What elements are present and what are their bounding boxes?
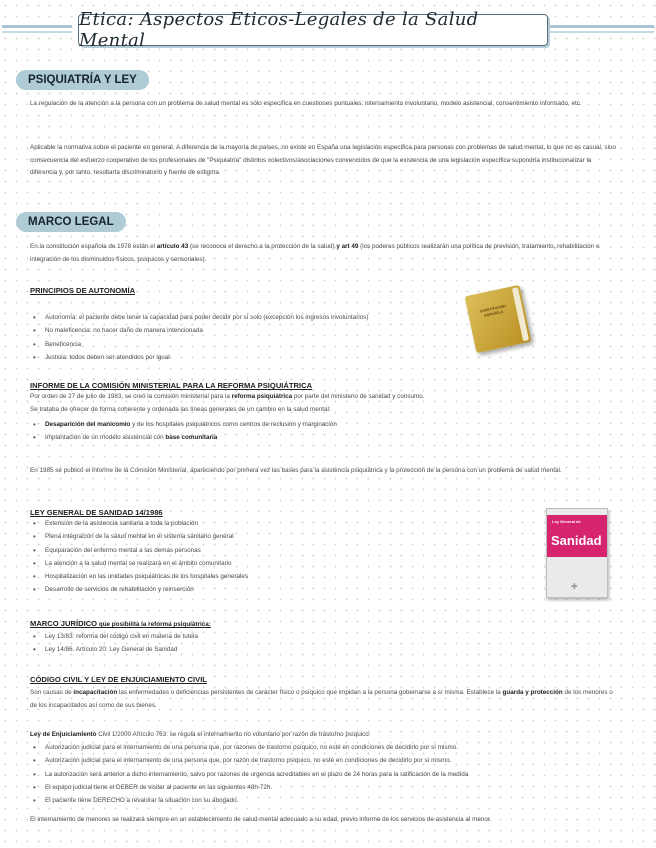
paragraph-informe-2: Se trataba de ofrecer de forma coherente y ordenada las líneas generales de un cambio en la salud mental: [30,406,331,413]
list-item: • La autorización será anterior a dicho internamiento, salvo por razones de urgencia acreditables en el plazo de 24 horas para la ratificación de la medida [30,768,630,781]
list-item: • Autorización judicial para el internamiento de una persona que, por razones de trastorno psíquico, no esté en condiciones de decidirlo por sí mismo. [30,741,630,754]
list-item: • No maleficencia: no hacer daño de manera intencionada [30,324,460,337]
list-item: • Autorización judicial para el internamiento de una persona que, por razón de trastorno psíquico, no esté en condiciones de decidirlo por sí mismo. [30,754,630,767]
list-item: • Equiparación del enfermo mental a las demás personas [30,544,530,557]
list-item: • Implantación de un modelo asistencial con base comunitaria [30,431,630,444]
title-box [78,9,548,51]
list-item: • Justicia: todos deben ser atendidos por igual [30,351,460,364]
page-title: Etica: Aspectos Eticos-Legales de la Salud Mental [79,9,479,51]
book-logo-icon: ✚ [571,582,578,591]
list-item: • Desaparición del manicomio y de los hospitales psiquiátricos como centros de reclusión y marginación [30,418,630,431]
subheading-ley-general: LEY GENERAL DE SANIDAD 14/1986 [30,508,163,517]
title-rule-left [2,25,72,28]
list-item: • La atención a la salud mental se realizará en el ámbito comunitario [30,557,530,570]
book-subtitle: Ley General de [552,519,581,524]
list-autonomia [30,311,460,364]
subheading-marco-juridico: MARCO JURÍDICO que posibilita la reforma psiquiátrica: [30,619,211,628]
list-item: • El equipo judicial tiene el DEBER de visitar al paciente en las siguientes 48h-72h. [30,781,630,794]
list-item: • Autonomía: el paciente debe tener la capacidad para poder decidir por sí solo (excepción los ingresos involuntarios) [30,311,460,324]
list-marco-juridico [30,630,630,657]
list-item: • Beneficencia [30,338,460,351]
list-informe [30,418,630,445]
constitution-book-image [465,285,532,353]
list-item: • Extensión de la asistencia sanitaria a toda la población [30,517,530,530]
list-item: • Desarrollo de servicios de rehabilitación y reinserción [30,583,530,596]
subheading-autonomia: PRINCIPIOS DE AUTONOMÍA [30,286,136,295]
paragraph-psiquiatria-1: La regulación de la atención a la persona con un problema de salud mental es sólo específica en cuestiones puntuales: internamiento involuntario, modelo asistencial, consentimiento informado, etc. [30,100,582,107]
title-rule-right [546,25,654,28]
paragraph-psiquiatria-2: Aplicable la normativa sobre el paciente en general. A diferencia de la mayoría de países, no existe en España una legislación específica para personas con problemas de salud mental, lo que no es casual, sino consecuencia del esfuerzo cooperativo de los profesionales de "Psiquiatría" distintos colectivos/asociaciones convencidos de que la existencia de una legislación específica supondría institucionalizar la diferencia y, por tanto, resultaría discriminatorio y fuente de estigma. [30,144,616,176]
book-label: CONSTITUCIÓN ESPAÑOLA [479,304,507,318]
list-item: • El paciente tiene DERECHO a revalorar la situación con su abogado. [30,794,630,807]
paragraph-codigo-civil-3: El internamiento de menores se realizará siempre en un establecimiento de salud mental adecuado a su edad, previo informe de los servicios de asistencia al menor. [30,816,492,823]
paragraph-constitucion: En la constitución española de 1978 están el artículo 43 (se reconoce el derecho a la protección de la salud) y art 49 (los poderes públicos realizarán una política de previsión, tratamiento, rehabilitación e integración de los disminuidos físicos, psíquicos y sensoriales). [30,243,600,263]
list-item: • Plena integración de la salud mental en el sistema sanitario general [30,530,530,543]
ley-sanidad-book-image [546,508,608,598]
list-item: • Ley 13/83: reforma del código civil en materia de tutela [30,630,630,643]
list-item: • Hospitalización en las unidades psiquiátricas de los hospitales generales [30,570,530,583]
subheading-codigo-civil: CÓDIGO CIVIL Y LEY DE ENJUICIAMIENTO CIVIL [30,675,207,684]
subheading-informe: INFORME DE LA COMISIÓN MINISTERIAL PARA LA REFORMA PSIQUIÁTRICA [30,381,313,390]
paragraph-informe-1: Por orden de 27 de julio de 1983, se creó la comisión ministerial para la reforma psiquiátrica por parte del ministerio de sanidad y consumo. [30,393,425,400]
list-item: • Ley 14/86. Artículo 20: Ley General de Sanidad [30,643,630,656]
list-ley-general [30,517,530,597]
title-rule-left-thin [2,31,72,33]
title-bar [0,8,656,52]
section-heading-psiquiatria: PSIQUIATRÍA Y LEY [16,70,149,90]
paragraph-codigo-civil-1: Son causas de incapacitación las enfermedades o deficiencias persistentes de carácter físico o psíquico que impidan a la persona gobernarse a sí misma. Establece la guarda y protección de los menores o de los incapacitados así como de sus bienes. [30,689,613,709]
title-rule-right-thin [546,31,654,33]
book-title: Sanidad [551,533,602,548]
list-codigo-civil [30,741,630,807]
paragraph-enjuiciamiento: Ley de Enjuiciamiento Civil 1/2000 Artículo 763: se regula el internamiento no voluntario por razón de trastorno psíquico: [30,731,371,738]
paragraph-informe-3: En 1985 se publicó el informe de la Comisión Ministerial, apareciendo por primera vez las bases para la asistencia psiquiátrica y la protección de la persona con un problema de salud mental. [30,467,562,474]
book-spine [512,287,529,341]
section-heading-marco-legal: MARCO LEGAL [16,212,126,232]
